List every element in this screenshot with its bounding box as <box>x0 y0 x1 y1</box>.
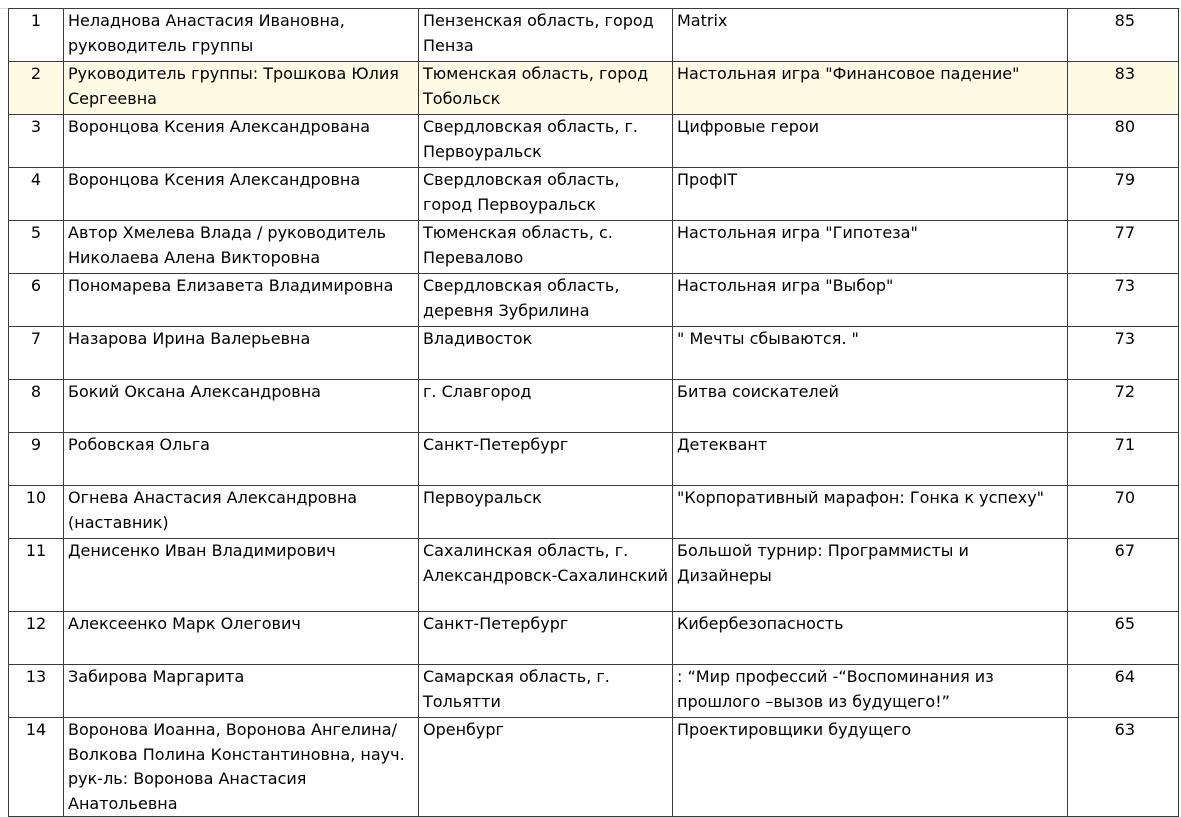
row-number-cell[interactable]: 11 <box>9 539 64 612</box>
region-cell[interactable]: Самарская область, г. Тольятти <box>419 665 673 718</box>
participant-name-cell[interactable]: Назарова Ирина Валерьевна <box>64 327 419 380</box>
project-title-cell[interactable]: Большой турнир: Программисты и Дизайнеры <box>673 539 1068 612</box>
score-cell[interactable]: 73 <box>1068 327 1179 380</box>
participant-name-cell[interactable]: Воронцова Ксения Александрована <box>64 115 419 168</box>
project-title-cell[interactable]: Проектировщики будущего <box>673 718 1068 817</box>
table-row <box>9 168 1179 221</box>
score-cell[interactable]: 77 <box>1068 221 1179 274</box>
project-title-cell[interactable]: ПрофIT <box>673 168 1068 221</box>
table-body <box>9 9 1179 817</box>
participant-name-cell[interactable]: Автор Хмелева Влада / руководитель Николаева Алена Викторовна <box>64 221 419 274</box>
participant-name-cell[interactable]: Алексеенко Марк Олегович <box>64 612 419 665</box>
table-row <box>9 115 1179 168</box>
region-cell[interactable]: Сахалинская область, г. Александровск-Сахалинский <box>419 539 673 612</box>
row-number-cell[interactable]: 12 <box>9 612 64 665</box>
project-title-cell[interactable]: Кибербезопасность <box>673 612 1068 665</box>
score-cell[interactable]: 85 <box>1068 9 1179 62</box>
region-cell[interactable]: Санкт-Петербург <box>419 612 673 665</box>
row-number-cell[interactable]: 3 <box>9 115 64 168</box>
table-row <box>9 221 1179 274</box>
region-cell[interactable]: Владивосток <box>419 327 673 380</box>
project-title-cell[interactable]: : “Мир профессий -“Воспоминания из прошлого –вызов из будущего!” <box>673 665 1068 718</box>
region-cell[interactable]: Санкт-Петербург <box>419 433 673 486</box>
score-cell[interactable]: 63 <box>1068 718 1179 817</box>
score-cell[interactable]: 79 <box>1068 168 1179 221</box>
participant-name-cell[interactable]: Денисенко Иван Владимирович <box>64 539 419 612</box>
region-cell[interactable]: г. Славгород <box>419 380 673 433</box>
row-number-cell[interactable]: 1 <box>9 9 64 62</box>
project-title-cell[interactable]: Битва соискателей <box>673 380 1068 433</box>
region-cell[interactable]: Свердловская область, г. Первоуральск <box>419 115 673 168</box>
region-cell[interactable]: Тюменская область, с. Перевалово <box>419 221 673 274</box>
project-title-cell[interactable]: Настольная игра "Выбор" <box>673 274 1068 327</box>
table-row <box>9 665 1179 718</box>
score-cell[interactable]: 70 <box>1068 486 1179 539</box>
participant-name-cell[interactable]: Бокий Оксана Александровна <box>64 380 419 433</box>
row-number-cell[interactable]: 8 <box>9 380 64 433</box>
table-row <box>9 433 1179 486</box>
project-title-cell[interactable]: Настольная игра "Финансовое падение" <box>673 62 1068 115</box>
project-title-cell[interactable]: "Корпоративный марафон: Гонка к успеху" <box>673 486 1068 539</box>
region-cell[interactable]: Свердловская область, деревня Зубрилина <box>419 274 673 327</box>
table-row <box>9 612 1179 665</box>
project-title-cell[interactable]: Настольная игра "Гипотеза" <box>673 221 1068 274</box>
table-row <box>9 539 1179 612</box>
score-cell[interactable]: 64 <box>1068 665 1179 718</box>
table-row <box>9 274 1179 327</box>
table-row <box>9 380 1179 433</box>
row-number-cell[interactable]: 7 <box>9 327 64 380</box>
score-cell[interactable]: 72 <box>1068 380 1179 433</box>
table-row <box>9 9 1179 62</box>
participant-name-cell[interactable]: Руководитель группы: Трошкова Юлия Сергеевна <box>64 62 419 115</box>
participant-name-cell[interactable]: Забирова Маргарита <box>64 665 419 718</box>
project-title-cell[interactable]: Детеквант <box>673 433 1068 486</box>
row-number-cell[interactable]: 2 <box>9 62 64 115</box>
region-cell[interactable]: Первоуральск <box>419 486 673 539</box>
row-number-cell[interactable]: 5 <box>9 221 64 274</box>
table-row <box>9 327 1179 380</box>
table-row <box>9 486 1179 539</box>
score-cell[interactable]: 67 <box>1068 539 1179 612</box>
score-cell[interactable]: 73 <box>1068 274 1179 327</box>
participant-name-cell[interactable]: Неладнова Анастасия Ивановна, руководитель группы <box>64 9 419 62</box>
region-cell[interactable]: Оренбург <box>419 718 673 817</box>
region-cell[interactable]: Свердловская область, город Первоуральск <box>419 168 673 221</box>
score-cell[interactable]: 83 <box>1068 62 1179 115</box>
region-cell[interactable]: Тюменская область, город Тобольск <box>419 62 673 115</box>
participant-name-cell[interactable]: Воронова Иоанна, Воронова Ангелина/Волкова Полина Константиновна, науч. рук-ль: Воронова Анастасия Анатольевна <box>64 718 419 817</box>
score-cell[interactable]: 65 <box>1068 612 1179 665</box>
score-cell[interactable]: 80 <box>1068 115 1179 168</box>
participant-name-cell[interactable]: Робовская Ольга <box>64 433 419 486</box>
row-number-cell[interactable]: 13 <box>9 665 64 718</box>
project-title-cell[interactable]: Цифровые герои <box>673 115 1068 168</box>
participant-name-cell[interactable]: Пономарева Елизавета Владимировна <box>64 274 419 327</box>
table-row <box>9 62 1179 115</box>
score-cell[interactable]: 71 <box>1068 433 1179 486</box>
results-table <box>8 8 1179 817</box>
participant-name-cell[interactable]: Воронцова Ксения Александровна <box>64 168 419 221</box>
region-cell[interactable]: Пензенская область, город Пенза <box>419 9 673 62</box>
row-number-cell[interactable]: 6 <box>9 274 64 327</box>
project-title-cell[interactable]: Matrix <box>673 9 1068 62</box>
row-number-cell[interactable]: 4 <box>9 168 64 221</box>
participant-name-cell[interactable]: Огнева Анастасия Александровна (наставник) <box>64 486 419 539</box>
table-row <box>9 718 1179 817</box>
project-title-cell[interactable]: " Мечты сбываются. " <box>673 327 1068 380</box>
row-number-cell[interactable]: 10 <box>9 486 64 539</box>
row-number-cell[interactable]: 9 <box>9 433 64 486</box>
row-number-cell[interactable]: 14 <box>9 718 64 817</box>
